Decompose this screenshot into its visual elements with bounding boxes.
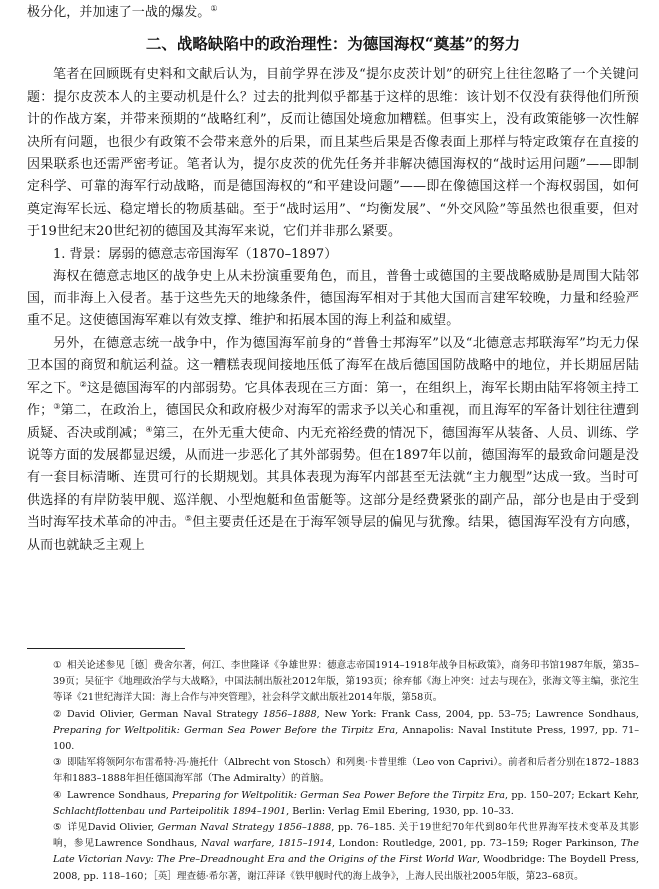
footnote-text: David Olivier, German Naval Strategy: [67, 708, 263, 720]
footnote-text: Lawrence Sondhaus,: [67, 789, 173, 801]
footnote-5: [27, 820, 639, 885]
footnote-4: [27, 788, 639, 820]
footnote-ref-5: ⑤: [184, 514, 193, 524]
paragraph-2: 海权在德意志地区的战争史上从未扮演重要角色，而且，普鲁士或德国的主要战略威胁是周围大陆邻国，而非海上入侵者。基于这些先天的地缘条件，德国海军相对于其他大国而言建军较晚，力量和经验严重不足。这使德国海军难以有效支撑、维护和拓展本国的海上利益和威望。: [27, 268, 639, 329]
top-fragment-text: 极分化，并加速了一战的爆发。: [27, 5, 211, 20]
footnote-separator: [27, 648, 185, 649]
paragraph-3-part-c: 第二，在政治上，德国民众和政府极少对海军的需求予以关心和重视，而且海军的军备计划往往遭到质疑、否决或削减；: [27, 403, 639, 441]
footnote-text: 即陆军将领阿尔布雷希特·冯·施托什（Albrecht von Stosch）和列奥·卡普里维（Leo von Caprivi）。前者和后者分别在1872–1883年和1883–1888年担任德国海军部（The Admiralty）的首脑。: [53, 757, 639, 785]
footnote-ref-2: ②: [79, 379, 87, 389]
footnote-1: [27, 658, 639, 707]
section-title: 二、战略缺陷中的政治理性：为德国海权“奠基”的努力: [145, 34, 521, 54]
footnote-text: , pp. 150–207; Eckart Kehr,: [504, 789, 639, 801]
footnote-text: Preparing for Weltpolitik: German Sea Power Before the Tirpitz Era: [172, 789, 505, 801]
footnote-text: 1856–1888: [263, 708, 317, 720]
footnote-number: ②: [53, 708, 62, 720]
footnote-number: ⑤: [53, 822, 62, 834]
footnote-ref-4: ④: [145, 424, 153, 434]
footnote-text: , New York: Frank Cass, 2004, pp. 53–75; Lawrence Sondhaus,: [316, 708, 639, 720]
footnote-text: Schlachtflottenbau und Parteipolitik 1894–1901: [53, 805, 287, 817]
footnote-text: , Berlin: Verlag Emil Ebering, 1930, pp. 10–33.: [286, 805, 514, 817]
footnote-text: , London: Routledge, 2001, pp. 73–159; Roger Parkinson,: [331, 838, 621, 850]
top-fragment: [27, 2, 639, 24]
footnote-ref-3: ③: [53, 402, 61, 412]
footnote-ref-1: ①: [210, 4, 218, 13]
paragraph-3: [27, 333, 639, 557]
footnote-number: ①: [53, 660, 62, 671]
paragraph-3-part-b: 这是德国海军的内部弱势。它具体表现在三方面：第一，在组织上，海军长期由陆军将领主持工作；: [27, 380, 640, 419]
footnote-text: The Late Victorian Navy: The Pre–Dreadnought Era and the Origins of the First World War: [53, 838, 639, 866]
footnote-text: , Woodbridge: The Boydell Press, 2008, pp. 118–160；［英］理查德·希尔著，谢江萍译《铁甲舰时代的海上战争》，上海人民出版社2005年版，第23–68页。: [53, 854, 639, 882]
paragraph-1: 笔者在回顾既有史料和文献后认为，目前学界在涉及“提尔皮茨计划”的研究上往往忽略了一个关键问题：提尔皮茨本人的主要动机是什么？过去的批判似乎都基于这样的思维：该计划不仅没有获得他们所预计的作战方案，并带来预期的“战略红利”，反而让德国处境愈加糟糕。但事实上，没有政策能够一次性解决所有问题，也很少有政策不会带来意外的后果，而且某些后果是否像表面上那样与特定政策存在直接的因果联系也还需严密考证。笔者认为，提尔皮茨的优先任务并非解决德国海权的“战时运用问题”——即制定科学、可靠的海军行动战略，而是德国海权的“和平建设问题”——即在像德国这样一个海权弱国，如何奠定海军长远、稳定增长的物质基础。至于“战时运用”、“均衡发展”、“外交风险”等虽然也很重要，但对于19世纪末20世纪初的德国及其海军来说，它们并非那么紧要。: [27, 67, 639, 240]
footnotes: [27, 658, 639, 885]
paragraph-3-part-d: 第三，在外无重大使命、内无充裕经费的情况下，德国海军从装备、人员、训练、学说等方面的发展都显迟缓，从而进一步恶化了其外部弱势。但在1897年以前，德国海军的最致命问题是没有一套目标清晰、连贯可行的长期规划。其具体表现为海军内部甚至无法就“主力舰型”达成一致。当时可供选择的有岸防装甲舰、巡洋舰、小型炮艇和鱼雷艇等。这部分是经费紧张的副产品，部分也是由于受到当时海军技术革命的冲击。: [27, 425, 640, 531]
footnote-2: [27, 707, 639, 756]
footnote-text: Naval warfare, 1815–1914: [201, 838, 332, 850]
footnote-text: 详见David Olivier,: [67, 822, 158, 834]
article-page: [27, 0, 639, 557]
subheading: 1. 背景：孱弱的德意志帝国海军（1870–1897）: [53, 246, 338, 262]
footnote-text: , pp. 76–185. 关于19世纪70年代到80年代世界海军技术变革及其影响，参见Lawrence Sondhaus,: [53, 822, 640, 850]
paragraph-3-part-a: 另外，在德意志统一战争中，作为德国海军前身的“普鲁士邦海军”以及“北德意志邦联海军”均无力保卫本国的商贸和航运利益。这一糟糕表现间接地压低了海军在战后德国国防战略中的地位，并长期屈居陆军之下。: [27, 335, 639, 396]
footnote-text: , Annapolis: Naval Institute Press, 1997, pp. 71–100.: [53, 724, 639, 753]
footnote-text: German Naval Strategy 1856–1888: [157, 822, 332, 834]
paragraph-3-part-e: 但主要责任还是在于海军领导层的偏见与犹豫。结果，德国海军没有方向感，从而也就缺乏主观上: [27, 515, 640, 553]
footnote-text: Preparing for Weltpolitik: German Sea Power Before the Tirpitz Era: [53, 724, 396, 736]
footnote-number: ③: [53, 757, 62, 769]
footnote-text: 相关论述参见［德］费舍尔著，何江、李世隆译《争雄世界：德意志帝国1914–1918年战争目标政策》，商务印书馆1987年版，第35–39页；吴征宇《地理政治学与大战略》，中国法制出版社2012年版，第193页；徐弃郁《海上冲突：过去与现在》，张海文等主编，张沱生等译《21世纪海洋大国：海上合作与冲突管理》，社会科学文献出版社2014年版，第58页。: [53, 660, 639, 704]
footnote-number: ④: [53, 789, 62, 801]
footnote-3: [27, 755, 639, 787]
